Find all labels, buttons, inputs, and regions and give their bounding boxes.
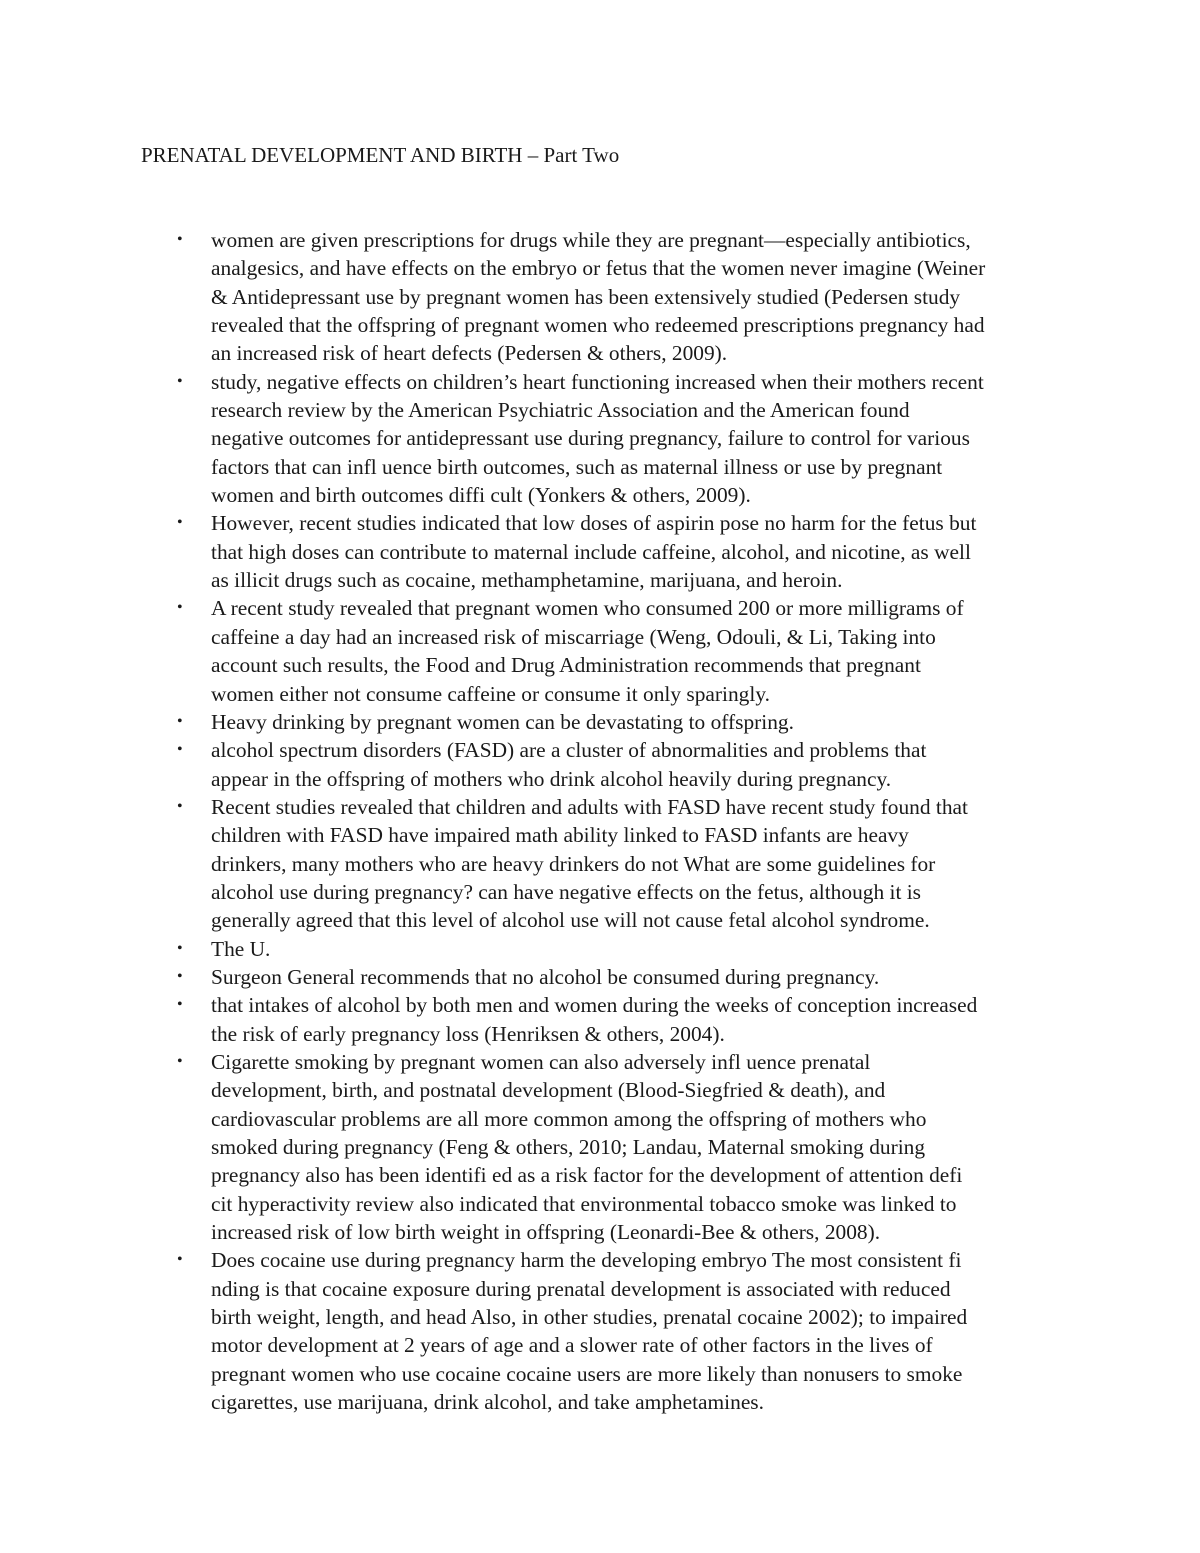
document-title: PRENATAL DEVELOPMENT AND BIRTH – Part Two xyxy=(141,143,620,167)
bullet-text-line: alcohol use during pregnancy? can have negative effects on the fetus, although it is xyxy=(211,879,922,904)
bullet-marker-icon: • xyxy=(177,514,183,532)
bullet-list xyxy=(141,226,1071,1416)
bullet-text-line: cit hyperactivity review also indicated that environmental tobacco smoke was linked to xyxy=(211,1191,957,1216)
bullet-text-line: appear in the offspring of mothers who drink alcohol heavily during pregnancy. xyxy=(211,766,892,791)
bullet-marker-icon: • xyxy=(177,939,183,957)
bullet-marker-icon: • xyxy=(177,797,183,815)
bullet-text-line: women are given prescriptions for drugs while they are pregnant—especially antibiotics, xyxy=(211,228,971,252)
bullet-text-line: revealed that the offspring of pregnant women who redeemed prescriptions pregnancy had xyxy=(211,313,985,338)
bullet-text-line: the risk of early pregnancy loss (Henriksen & others, 2004). xyxy=(211,1021,725,1046)
bullet-text-line: that intakes of alcohol by both men and women during the weeks of conception increased xyxy=(211,993,978,1018)
bullet-text-line: study, negative effects on children’s heart functioning increased when their mothers recent xyxy=(211,369,984,394)
bullet-text-line: development, birth, and postnatal development (Blood-Siegfried & death), and xyxy=(211,1078,886,1103)
bullet-marker-icon: • xyxy=(177,996,183,1014)
bullet-text-line: cigarettes, use marijuana, drink alcohol, and take amphetamines. xyxy=(211,1390,764,1415)
bullet-text-line: generally agreed that this level of alcohol use will not cause fetal alcohol syndrome. xyxy=(211,908,930,933)
bullet-text-line: analgesics, and have effects on the embryo or fetus that the women never imagine (Weiner xyxy=(211,256,986,281)
bullet-text-line: pregnant women who use cocaine cocaine users are more likely than nonusers to smoke xyxy=(211,1361,963,1386)
bullet-item xyxy=(141,963,1071,991)
bullet-text-line: caffeine a day had an increased risk of miscarriage (Weng, Odouli, & Li, Taking into xyxy=(211,624,936,649)
bullet-text-line: account such results, the Food and Drug Administration recommends that pregnant xyxy=(211,653,921,678)
bullet-text-line: research review by the American Psychiatric Association and the American found xyxy=(211,398,910,423)
bullet-text-line: Does cocaine use during pregnancy harm the developing embryo The most consistent fi xyxy=(211,1248,962,1273)
bullet-marker-icon: • xyxy=(177,599,183,617)
bullet-text-line: A recent study revealed that pregnant women who consumed 200 or more milligrams of xyxy=(211,596,964,621)
bullet-text-line: smoked during pregnancy (Feng & others, 2010; Landau, Maternal smoking during xyxy=(211,1135,926,1159)
bullet-text-line: children with FASD have impaired math ability linked to FASD infants are heavy xyxy=(211,823,909,848)
bullet-text-line: drinkers, many mothers who are heavy drinkers do not What are some guidelines for xyxy=(211,851,936,876)
bullet-item xyxy=(141,935,1071,963)
bullet-marker-icon: • xyxy=(177,1251,183,1269)
bullet-item xyxy=(141,708,1071,736)
bullet-marker-icon: • xyxy=(177,372,183,390)
bullet-item xyxy=(141,509,1071,594)
bullet-text-line: & Antidepressant use by pregnant women has been extensively studied (Pedersen study xyxy=(211,284,961,309)
bullet-marker-icon: • xyxy=(177,231,183,248)
bullet-text-line: The U. xyxy=(211,936,271,961)
bullet-text-line: women either not consume caffeine or consume it only sparingly. xyxy=(211,681,770,706)
bullet-item xyxy=(141,736,1071,793)
bullet-item xyxy=(141,991,1071,1048)
bullet-text-line: nding is that cocaine exposure during prenatal development is associated with reduced xyxy=(211,1276,951,1301)
bullet-item xyxy=(141,368,1071,510)
bullet-marker-icon: • xyxy=(177,1052,183,1070)
bullet-text-line: factors that can infl uence birth outcomes, such as maternal illness or use by pregnant xyxy=(211,454,943,479)
bullet-text-line: alcohol spectrum disorders (FASD) are a cluster of abnormalities and problems that xyxy=(211,738,927,763)
bullet-text-line: negative outcomes for antidepressant use during pregnancy, failure to control for various xyxy=(211,426,970,451)
bullet-text-line: motor development at 2 years of age and a slower rate of other factors in the lives of xyxy=(211,1333,933,1358)
bullet-marker-icon: • xyxy=(177,967,183,985)
bullet-text-line: increased risk of low birth weight in offspring (Leonardi-Bee & others, 2008). xyxy=(211,1220,881,1245)
bullet-text-line: Surgeon General recommends that no alcohol be consumed during pregnancy. xyxy=(211,964,880,989)
bullet-marker-icon: • xyxy=(177,741,183,759)
bullet-text-line: that high doses can contribute to maternal include caffeine, alcohol, and nicotine, as well xyxy=(211,539,971,564)
bullet-text-line: However, recent studies indicated that low doses of aspirin pose no harm for the fetus but xyxy=(211,511,977,536)
bullet-text-line: women and birth outcomes diffi cult (Yonkers & others, 2009). xyxy=(211,483,751,508)
bullet-text-line: Recent studies revealed that children and adults with FASD have recent study found that xyxy=(211,794,968,819)
bullet-item xyxy=(141,594,1071,707)
bullet-item xyxy=(141,1048,1071,1246)
bullet-text-line: pregnancy also has been identifi ed as a risk factor for the development of attention defi xyxy=(211,1163,963,1188)
bullet-text-line: birth weight, length, and head Also, in other studies, prenatal cocaine 2002); to impaired xyxy=(211,1305,968,1330)
bullet-text-line: Cigarette smoking by pregnant women can also adversely infl uence prenatal xyxy=(211,1049,871,1074)
bullet-marker-icon: • xyxy=(177,712,183,730)
bullet-item xyxy=(141,226,1071,368)
bullet-text-line: cardiovascular problems are all more common among the offspring of mothers who xyxy=(211,1106,927,1131)
bullet-text-line: Heavy drinking by pregnant women can be devastating to offspring. xyxy=(211,709,794,734)
bullet-text-line: an increased risk of heart defects (Pedersen & others, 2009). xyxy=(211,341,728,366)
bullet-item xyxy=(141,1246,1071,1416)
bullet-text-line: as illicit drugs such as cocaine, methamphetamine, marijuana, and heroin. xyxy=(211,568,843,593)
bullet-item xyxy=(141,793,1071,935)
